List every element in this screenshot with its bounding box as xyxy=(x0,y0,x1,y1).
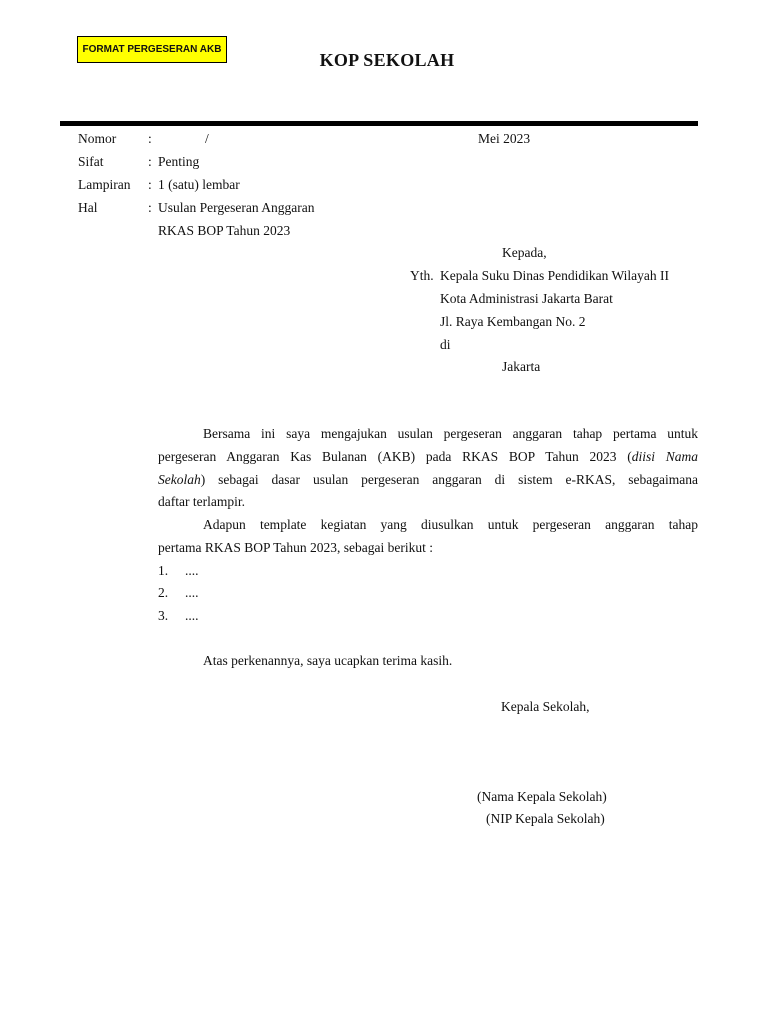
letter-date: Mei 2023 xyxy=(478,131,531,146)
recipient-di: di xyxy=(440,337,451,352)
lampiran-label: Lampiran xyxy=(78,177,131,192)
paragraph1-line3: Sekolah) sebagai dasar usulan pergeseran anggaran di sistem e-RKAS, sebagaimana xyxy=(158,472,698,487)
hal-colon: : xyxy=(148,200,152,215)
paragraph1-line1: Bersama ini saya mengajukan usulan pergeseran anggaran tahap pertama untuk xyxy=(203,426,698,441)
letterhead-title: KOP SEKOLAH xyxy=(319,50,455,70)
recipient-yth: Yth. xyxy=(410,268,434,283)
list-item-number: 3. xyxy=(158,608,169,623)
hal-label: Hal xyxy=(78,200,98,215)
signature-nip: (NIP Kepala Sekolah) xyxy=(486,811,605,826)
recipient-line3: Jl. Raya Kembangan No. 2 xyxy=(440,314,586,329)
signature-title: Kepala Sekolah, xyxy=(501,699,590,714)
format-badge: FORMAT PERGESERAN AKB xyxy=(77,36,227,63)
recipient-city: Jakarta xyxy=(502,359,541,374)
recipient-kepada: Kepada, xyxy=(502,245,547,260)
signature-name: (Nama Kepala Sekolah) xyxy=(477,789,607,804)
sifat-colon: : xyxy=(148,154,152,169)
school-name-hint-cont: Sekolah xyxy=(158,472,201,487)
paragraph1-line2: pergeseran Anggaran Kas Bulanan (AKB) pada RKAS BOP Tahun 2023 (diisi Nama xyxy=(158,449,698,464)
paragraph2-line1: Adapun template kegiatan yang diusulkan untuk pergeseran anggaran tahap xyxy=(203,517,698,532)
list-item: .... xyxy=(185,608,199,623)
nomor-value: / xyxy=(205,131,209,146)
nomor-colon: : xyxy=(148,131,152,146)
lampiran-colon: : xyxy=(148,177,152,192)
list-item: .... xyxy=(185,563,199,578)
paragraph2-line2: pertama RKAS BOP Tahun 2023, sebagai berikut : xyxy=(158,540,434,555)
hal-value-line2: RKAS BOP Tahun 2023 xyxy=(158,223,291,238)
list-item-number: 1. xyxy=(158,563,169,578)
recipient-line2: Kota Administrasi Jakarta Barat xyxy=(440,291,613,306)
letterhead-divider xyxy=(60,121,698,126)
sifat-label: Sifat xyxy=(78,154,104,169)
lampiran-value: 1 (satu) lembar xyxy=(158,177,240,192)
recipient-line1: Kepala Suku Dinas Pendidikan Wilayah II xyxy=(440,268,670,283)
closing-sentence: Atas perkenannya, saya ucapkan terima kasih. xyxy=(203,653,453,668)
hal-value-line1: Usulan Pergeseran Anggaran xyxy=(158,200,315,215)
paragraph1-line4: daftar terlampir. xyxy=(158,494,245,509)
sifat-value: Penting xyxy=(158,154,200,169)
school-name-hint: diisi Nama xyxy=(631,449,698,464)
list-item: .... xyxy=(185,585,199,600)
list-item-number: 2. xyxy=(158,585,169,600)
nomor-label: Nomor xyxy=(78,131,117,146)
